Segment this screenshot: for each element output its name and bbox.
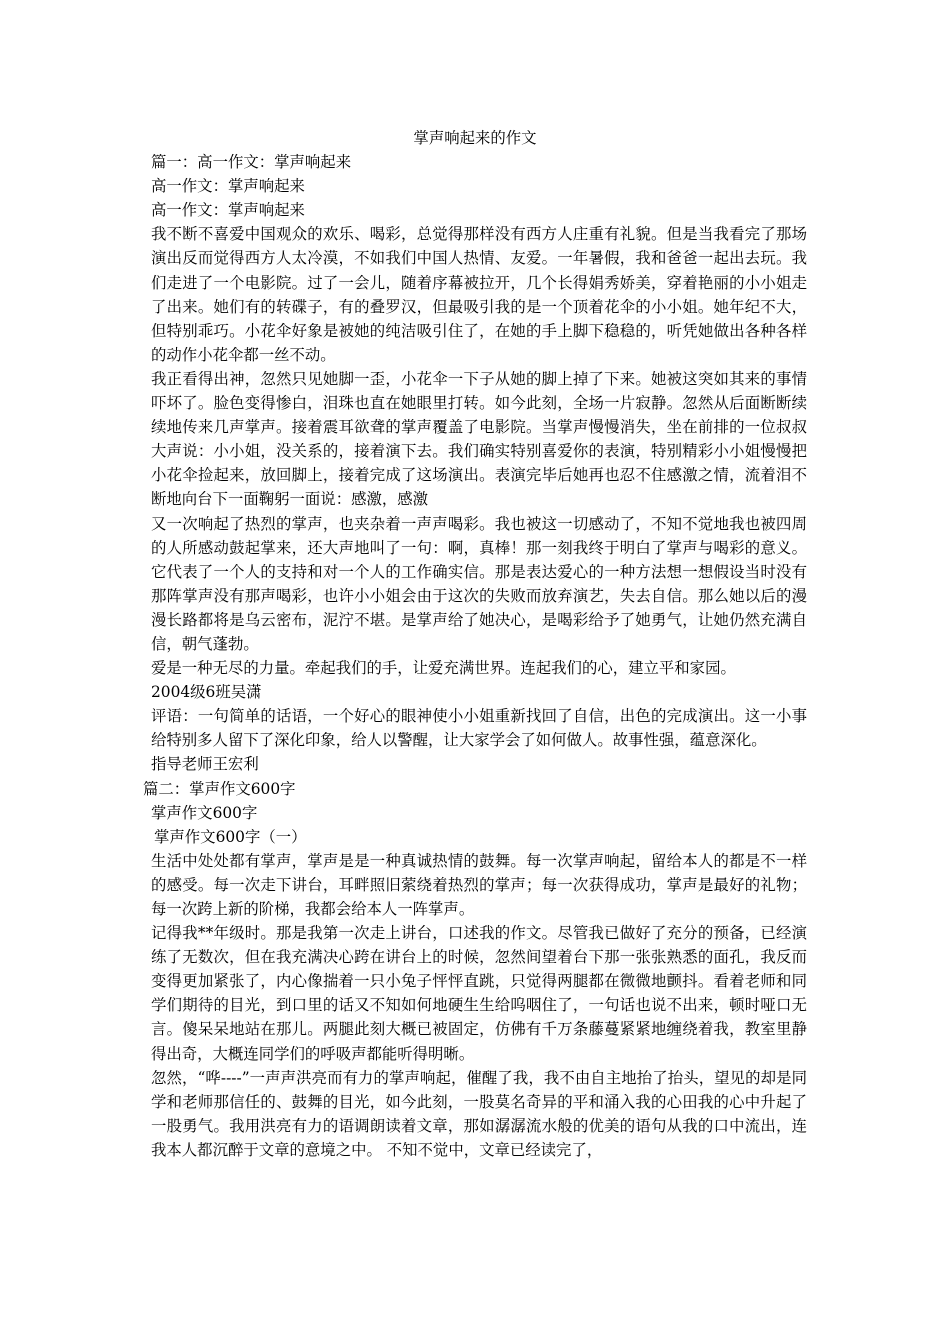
subheading: 高一作文：掌声响起来 — [151, 201, 305, 220]
teacher-line: 指导老师王宏利 — [151, 755, 259, 774]
paragraph: 生活中处处都有掌声，掌声是是一种真诚热情的鼓舞。每一次掌声响起，留给本人的都是不一样的感受。每一次走下讲台，耳畔照旧萦绕着热烈的掌声；每一次获得成功，掌声是最好的礼物；每一次跨上新的阶梯，我都会给本人一阵掌声。 — [151, 851, 807, 918]
paragraph: 我不断不喜爱中国观众的欢乐、喝彩，总觉得那样没有西方人庄重有礼貌。但是当我看完了那场演出反而觉得西方人太冷漠，不如我们中国人热情、友爱。一年暑假，我和爸爸一起出去玩。我们走进了一个电影院。过了一会儿，随着序幕被拉开，几个长得娟秀娇美，穿着艳丽的小小姐走了出来。她们有的转碟子，有的叠罗汉，但最吸引我的是一个顶着花伞的小小姐。她年纪不大，但特别乖巧。小花伞好象是被她的纯洁吸引住了，在她的手上脚下稳稳的，听凭她做出各种各样的动作小花伞都一丝不动。 — [151, 225, 807, 364]
subheading: 掌声作文600字 — [151, 803, 258, 822]
paragraph: 又一次响起了热烈的掌声，也夹杂着一声声喝彩。我也被这一切感动了，不知不觉地我也被四周的人所感动鼓起掌来，还大声地叫了一句：啊，真棒！那一刻我终于明白了掌声与喝彩的意义。它代表了一个人的支持和对一个人的工作确实信。那是表达爱心的一种方法想一想假设当时没有那阵掌声没有那声喝彩，也许小小姐会由于这次的失败而放弃演艺，失去自信。那么她以后的漫漫长路都将是乌云密布，泥泞不堪。是掌声给了她决心，是喝彩给予了她勇气，让她仍然充满自信，朝气蓬勃。 — [151, 514, 807, 653]
document-body — [143, 126, 807, 1162]
author-line: 2004级6班吴潇 — [151, 683, 262, 702]
paragraph: 爱是一种无尽的力量。牵起我们的手，让爱充满世界。连起我们的心，建立平和家园。 — [151, 659, 736, 678]
heading-part-one: 篇一：高一作文：掌声响起来 — [151, 153, 352, 172]
document-title: 掌声响起来的作文 — [413, 129, 537, 147]
paragraph: 记得我**年级时。那是我第一次走上讲台，口述我的作文。尽管我已做好了充分的预备，已经演练了无数次，但在我充满决心跨在讲台上的时候，忽然间望着台下那一张张熟悉的面孔，我反而变得更加紧张了，内心像揣着一只小兔子怦怦直跳，只觉得两腿都在微微地颤抖。看着老师和同学们期待的目光，到口里的话又不知如何地硬生生给呜咽住了，一句话也说不出来，顿时哑口无言。傻呆呆地站在那儿。两腿此刻大概已被固定，仿佛有千万条藤蔓紧紧地缠绕着我，教室里静得出奇，大概连同学们的呼吸声都能听得明晰。 — [151, 924, 807, 1063]
heading-part-two: 篇二：掌声作文600字 — [143, 779, 296, 798]
subheading: 高一作文：掌声响起来 — [151, 177, 305, 196]
paragraph: 忽然，“哗----”一声声洪亮而有力的掌声响起，催醒了我，我不由自主地抬了抬头，望见的却是同学和老师那信任的、鼓舞的目光，如今此刻，一股莫名奇异的平和涌入我的心田我的心中升起了一股勇气。我用洪亮有力的语调朗读着文章，那如潺潺流水般的优美的语句从我的口中流出，连我本人都沉醉于文章的意境之中。 不知不觉中，文章已经读完了， — [151, 1068, 807, 1159]
comment-paragraph: 评语：一句简单的话语，一个好心的眼神使小小姐重新找回了自信，出色的完成演出。这一小事给特别多人留下了深化印象，给人以警醒，让大家学会了如何做人。故事性强，蕴意深化。 — [151, 707, 807, 750]
paragraph: 我正看得出神，忽然只见她脚一歪，小花伞一下子从她的脚上掉了下来。她被这突如其来的事情吓坏了。脸色变得惨白，泪珠也直在她眼里打转。如今此刻，全场一片寂静。忽然从后面断断续续地传来几声掌声。接着震耳欲聋的掌声覆盖了电影院。当掌声慢慢消失，坐在前排的一位叔叔大声说：小小姐，没关系的，接着演下去。我们确实特别喜爱你的表演，特别精彩小小姐慢慢把小花伞捡起来，放回脚上，接着完成了这场演出。表演完毕后她再也忍不住感激之情，流着泪不断地向台下一面鞠躬一面说：感激，感激 — [151, 369, 807, 509]
subheading: 掌声作文600字（一） — [154, 827, 307, 846]
